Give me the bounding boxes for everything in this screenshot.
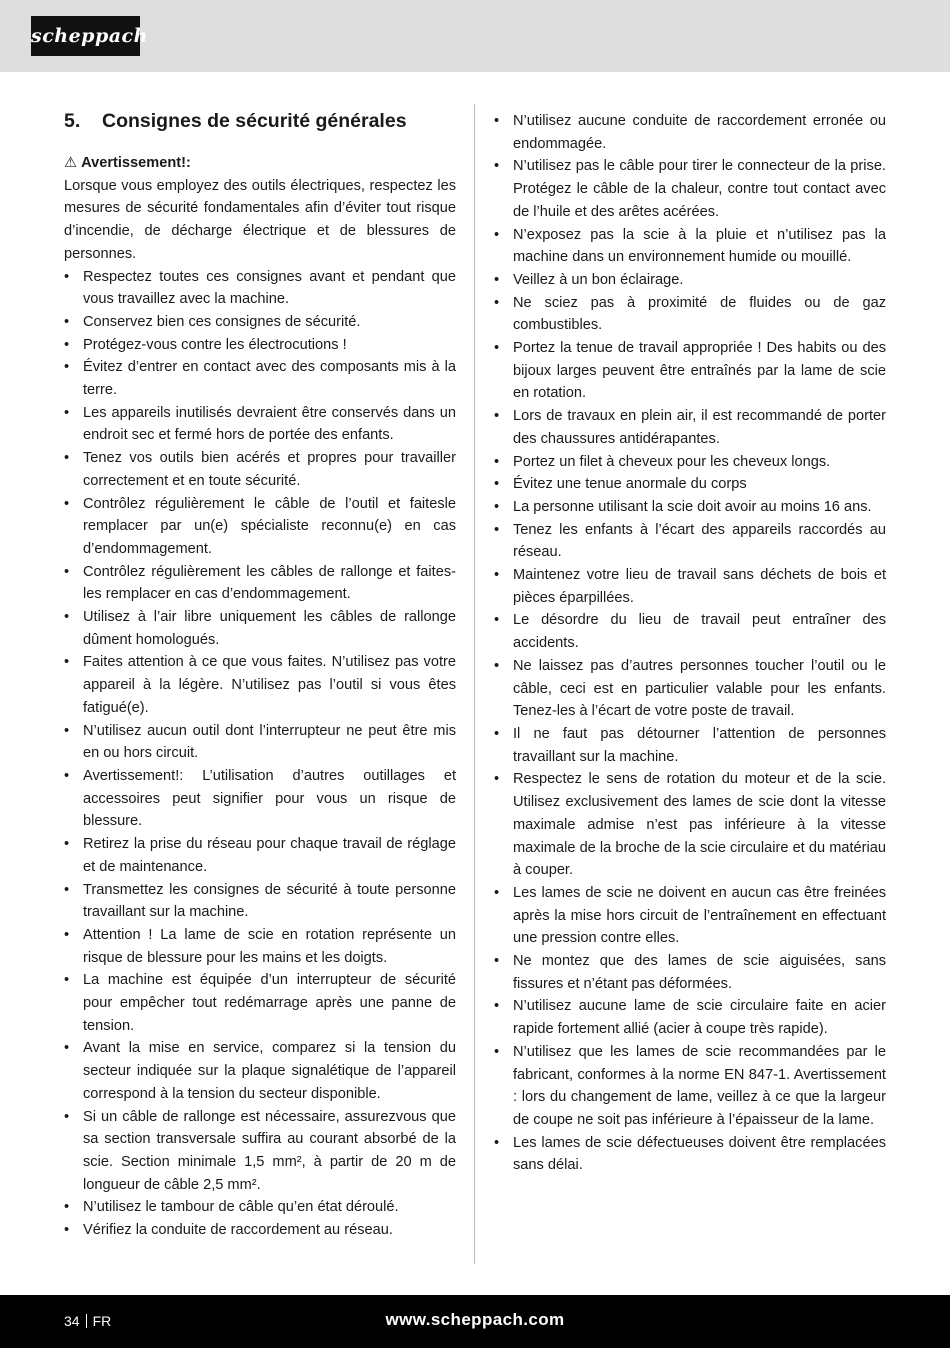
website-url: www.scheppach.com xyxy=(385,1310,565,1329)
safety-item: • Utilisez à l’air libre uniquement les câbles de rallonge dûment homologués. xyxy=(64,606,456,651)
right-column xyxy=(494,110,886,1177)
footer-bar xyxy=(0,1295,950,1348)
left-safety-list xyxy=(64,266,456,1242)
safety-item: • Évitez une tenue anormale du corps xyxy=(494,473,886,496)
page-language: FR xyxy=(92,1313,112,1329)
safety-item: • Contrôlez régulièrement les câbles de rallonge et faites-les remplacer en cas d’endommagement. xyxy=(64,561,456,606)
safety-item: • Conservez bien ces consignes de sécurité. xyxy=(64,311,456,334)
section-heading xyxy=(64,108,456,134)
safety-item: • Portez la tenue de travail appropriée ! Des habits ou des bijoux larges peuvent être entraînés par la lame de scie en rotation. xyxy=(494,337,886,405)
safety-item: • La machine est équipée d’un interrupteur de sécurité pour empêcher tout redémarrage après une panne de tension. xyxy=(64,969,456,1037)
safety-item: • Tenez les enfants à l’écart des appareils raccordés au réseau. xyxy=(494,519,886,564)
safety-item: • La personne utilisant la scie doit avoir au moins 16 ans. xyxy=(494,496,886,519)
safety-item: • N’utilisez aucun outil dont l’interrupteur ne peut être mis en ou hors circuit. xyxy=(64,720,456,765)
safety-item: • N’utilisez le tambour de câble qu’en état déroulé. xyxy=(64,1196,456,1219)
right-safety-list xyxy=(494,110,886,1177)
safety-item: • N’utilisez aucune conduite de raccordement erronée ou endommagée. xyxy=(494,110,886,155)
safety-item: • Avertissement!: L’utilisation d’autres outillages et accessoires peut signifier pour vous un risque de blessure. xyxy=(64,765,456,833)
warning-title: Avertissement!: xyxy=(81,155,191,171)
section-number: 5. xyxy=(64,110,81,132)
safety-item: • Si un câble de rallonge est nécessaire, assurezvous que sa section transversale suffira au courant absorbé de la scie. Section minimale 1,5 mm², à partir de 20 m de longueur de câble 2,5 mm². xyxy=(64,1106,456,1197)
safety-item: • Les lames de scie ne doivent en aucun cas être freinées après la mise hors circuit de l’entraînement en effectuant une pression contre elles. xyxy=(494,882,886,950)
safety-item: • Lors de travaux en plein air, il est recommandé de porter des chaussures antidérapantes. xyxy=(494,405,886,450)
safety-item: • Veillez à un bon éclairage. xyxy=(494,269,886,292)
safety-item: • Ne laissez pas d’autres personnes toucher l’outil ou le câble, ceci est en particulier valable pour les enfants. Tenez-les à l’écart de votre poste de travail. xyxy=(494,655,886,723)
safety-item: • Avant la mise en service, comparez si la tension du secteur indiquée sur la plaque signalétique de l’appareil correspond à la tension du secteur disponible. xyxy=(64,1037,456,1105)
safety-item: • Les lames de scie défectueuses doivent être remplacées sans délai. xyxy=(494,1132,886,1177)
safety-item: • Transmettez les consignes de sécurité à toute personne travaillant sur la machine. xyxy=(64,879,456,924)
safety-item: • Tenez vos outils bien acérés et propres pour travailler correctement et en toute sécurité. xyxy=(64,447,456,492)
safety-item: • Faites attention à ce que vous faites. N’utilisez pas votre appareil à la légère. N’utilisez pas l’outil si vous êtes fatigué(e). xyxy=(64,651,456,719)
safety-item: • N’utilisez pas le câble pour tirer le connecteur de la prise. Protégez le câble de la chaleur, contre tout contact avec de l’huile et des arêtes acérées. xyxy=(494,155,886,223)
safety-item: • N’exposez pas la scie à la pluie et n’utilisez pas la machine dans un environnement humide ou mouillé. xyxy=(494,224,886,269)
warning-intro: Lorsque vous employez des outils électriques, respectez les mesures de sécurité fondamentales afin d’éviter tout risque d’incendie, de décharge électrique et de blessures de personnes. xyxy=(64,177,456,262)
safety-item: • Évitez d’entrer en contact avec des composants mis à la terre. xyxy=(64,356,456,401)
left-column xyxy=(64,108,456,1242)
safety-item: • Respectez le sens de rotation du moteur et de la scie. Utilisez exclusivement des lames de scie dont la vitesse maximale admise n’est pas inférieure à la vitesse maximale de la broche de la scie circulaire et du matériau à couper. xyxy=(494,768,886,882)
safety-item: • Il ne faut pas détourner l’attention de personnes travaillant sur la machine. xyxy=(494,723,886,768)
safety-item: • Le désordre du lieu de travail peut entraîner des accidents. xyxy=(494,609,886,654)
safety-item: • Ne montez que des lames de scie aiguisées, sans fissures et n’étant pas déformées. xyxy=(494,950,886,995)
safety-item: • Portez un filet à cheveux pour les cheveux longs. xyxy=(494,451,886,474)
safety-item: • Vérifiez la conduite de raccordement au réseau. xyxy=(64,1219,456,1242)
column-divider xyxy=(474,104,475,1264)
warning-heading xyxy=(64,152,456,175)
page-number: 34 xyxy=(64,1313,80,1329)
brand-logo: scheppach xyxy=(31,16,140,56)
safety-item: • Les appareils inutilisés devraient être conservés dans un endroit sec et fermé hors de portée des enfants. xyxy=(64,402,456,447)
safety-item: • Ne sciez pas à proximité de fluides ou de gaz combustibles. xyxy=(494,292,886,337)
safety-item: • Respectez toutes ces consignes avant et pendant que vous travaillez avec la machine. xyxy=(64,266,456,311)
header-bar xyxy=(0,0,950,72)
safety-item: • N’utilisez aucune lame de scie circulaire faite en acier rapide fortement allié (acier à coupe très rapide). xyxy=(494,995,886,1040)
warning-triangle-icon: ⚠ xyxy=(64,155,78,171)
safety-item: • Maintenez votre lieu de travail sans déchets de bois et pièces éparpillées. xyxy=(494,564,886,609)
safety-item: • N’utilisez que les lames de scie recommandées par le fabricant, conformes à la norme EN 847-1. Avertissement : lors du changement de lame, veillez à ce que la largeur de coupe ne soit pas inférieure à l’épaisseur de la lame. xyxy=(494,1041,886,1132)
section-title: Consignes de sécurité générales xyxy=(102,110,407,132)
safety-item: • Contrôlez régulièrement le câble de l’outil et faitesle remplacer par un(e) spécialiste reconnu(e) en cas d’endommagement. xyxy=(64,493,456,561)
safety-item: • Protégez-vous contre les électrocutions ! xyxy=(64,334,456,357)
safety-item: • Attention ! La lame de scie en rotation représente un risque de blessure pour les mains et les doigts. xyxy=(64,924,456,969)
safety-item: • Retirez la prise du réseau pour chaque travail de réglage et de maintenance. xyxy=(64,833,456,878)
